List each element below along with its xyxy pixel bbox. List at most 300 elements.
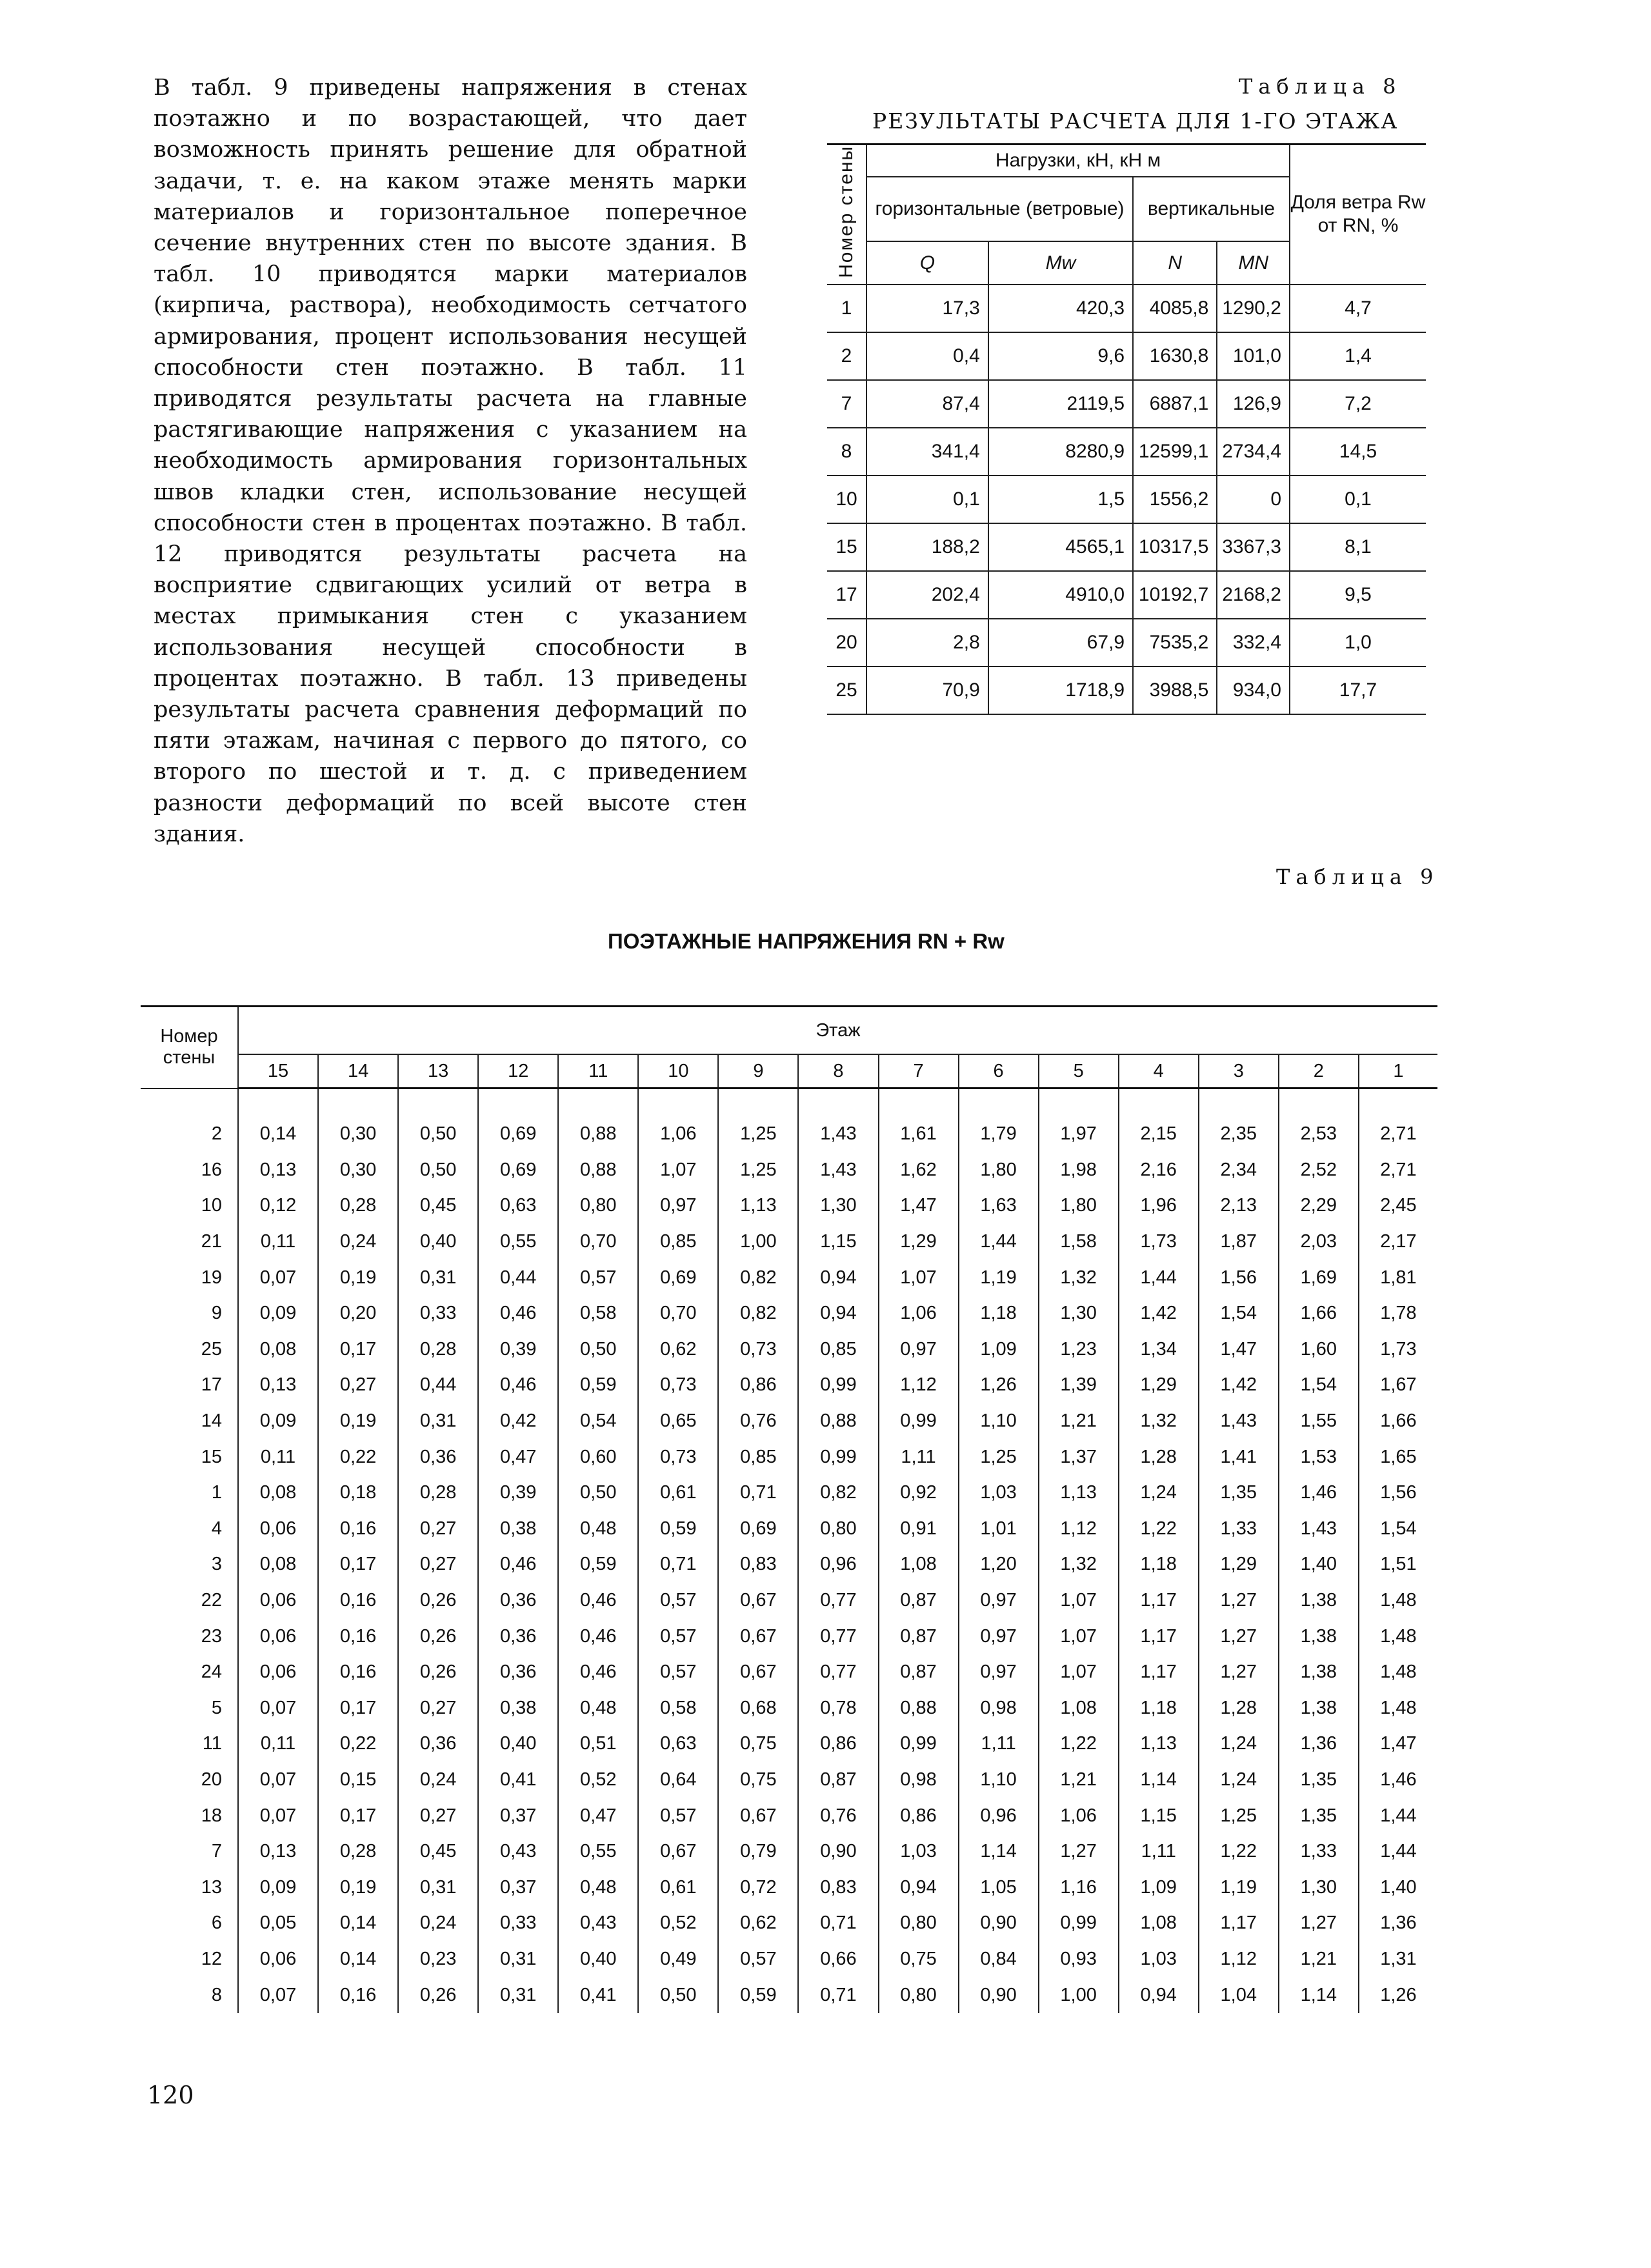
table9-cell: 1,17 [1199,1905,1279,1942]
table9-cell: 1,29 [1199,1547,1279,1583]
table9-cell: 0,94 [879,1869,959,1905]
table8-sub-mw: Mw [988,241,1133,284]
table9-cell: 1,30 [1279,1869,1359,1905]
table9-cell: 1,63 [959,1188,1039,1224]
table9-cell: 0,73 [638,1439,718,1475]
table9-cell: 0,17 [318,1691,398,1727]
table9-cell: 1,44 [1359,1798,1437,1834]
table9-floor-header: 6 [959,1054,1039,1089]
table9-floor-header: 11 [558,1054,638,1089]
table9-row [141,1511,1437,1547]
table9-cell: 0,54 [558,1403,638,1440]
table9-row [141,1869,1437,1905]
table9-cell: 0,86 [718,1367,798,1403]
table9-cell: 0,28 [318,1188,398,1224]
table9-cell: 0,82 [798,1475,878,1511]
table9-wall-number: 7 [211,1841,222,1862]
table9-floor-header: 10 [638,1054,718,1089]
table9-cell: 1,46 [1279,1475,1359,1511]
table9-cell: 0,18 [318,1475,398,1511]
table9-cell: 0,09 [238,1296,318,1332]
table9-cell: 0,66 [798,1942,878,1978]
table9-cell: 0,16 [318,1977,398,2013]
table9-row [141,1259,1437,1296]
table9-row [141,1224,1437,1260]
table9-cell: 0,87 [798,1762,878,1798]
table9-cell: 0,39 [478,1332,558,1368]
table9-cell: 1,79 [959,1089,1039,1152]
table9-cell: 1,55 [1279,1403,1359,1440]
table9-cell: 1,44 [1359,1834,1437,1870]
table9-cell: 0,07 [238,1691,318,1727]
table8-cell: 67,9 [988,619,1133,667]
table9-cell: 1,36 [1279,1726,1359,1762]
table9-cell: 1,96 [1119,1188,1199,1224]
table8-row [827,285,1426,332]
table9-floor-header: 14 [318,1054,398,1089]
table9-cell: 1,27 [1199,1618,1279,1654]
table9-cell: 0,31 [478,1942,558,1978]
table9-wall-number: 4 [211,1518,222,1539]
table9-cell: 1,69 [1279,1259,1359,1296]
table9-cell: 0,44 [398,1367,478,1403]
table9-cell: 0,28 [398,1332,478,1368]
table8-cell: 1,4 [1290,332,1426,380]
table9-cell: 1,73 [1119,1224,1199,1260]
table9-cell: 1,22 [1199,1834,1279,1870]
table9-cell: 1,43 [798,1089,878,1152]
table8-col-share: Доля ветра Rw от RN, % [1290,145,1426,285]
table9-cell: 1,67 [1359,1367,1437,1403]
table9-cell: 0,86 [798,1726,878,1762]
table9-cell: 0,09 [238,1869,318,1905]
table9-cell: 0,57 [638,1618,718,1654]
table9-cell: 0,33 [478,1905,558,1942]
table9-cell: 0,90 [798,1834,878,1870]
table9-cell: 0,38 [478,1511,558,1547]
table9-cell: 0,19 [318,1403,398,1440]
table9-floor-header: 12 [478,1054,558,1089]
table9-cell: 0,07 [238,1798,318,1834]
table9-cell: 1,12 [1039,1511,1119,1547]
table9-cell: 1,11 [1119,1834,1199,1870]
table9-cell: 0,58 [638,1691,718,1727]
table8-cell: 2734,4 [1217,428,1290,476]
table8-cell: 2,8 [866,619,988,667]
table9-cell: 1,36 [1359,1905,1437,1942]
table9-cell: 0,39 [478,1475,558,1511]
table9-cell: 1,56 [1199,1259,1279,1296]
table9-cell: 0,80 [798,1511,878,1547]
table9-row [141,1977,1437,2013]
table9-floor-header: 1 [1359,1054,1437,1089]
table9-cell: 0,73 [718,1332,798,1368]
table8-cell: 6887,1 [1133,380,1217,428]
table9-cell: 0,87 [879,1654,959,1691]
table9-cell: 1,62 [879,1152,959,1189]
table9-cell: 1,19 [959,1259,1039,1296]
table9-cell: 0,07 [238,1977,318,2013]
table9-cell: 1,48 [1359,1583,1437,1619]
table9-cell: 0,08 [238,1547,318,1583]
table8-wall-number: 15 [827,523,866,571]
table9-col-floor: Этаж [238,1007,1437,1055]
table9-wall-number: 24 [201,1661,222,1683]
table9-cell: 0,87 [879,1618,959,1654]
table9-row [141,1798,1437,1834]
table9-cell: 2,15 [1119,1089,1199,1152]
table9-cell: 1,65 [1359,1439,1437,1475]
table9-cell: 0,14 [238,1089,318,1152]
table9-cell: 1,27 [1039,1834,1119,1870]
table9-wall-number: 11 [202,1733,222,1754]
table8-cell: 1556,2 [1133,476,1217,523]
table8-cell: 1630,8 [1133,332,1217,380]
table9-cell: 0,76 [798,1798,878,1834]
table9-cell: 0,08 [238,1475,318,1511]
table9-cell: 1,54 [1199,1296,1279,1332]
table9-cell: 0,61 [638,1869,718,1905]
table8-cell: 0,1 [866,476,988,523]
table9-cell: 1,07 [1039,1618,1119,1654]
table9-cell: 0,22 [318,1726,398,1762]
table9-row [141,1089,1437,1152]
table8-cell: 0,1 [1290,476,1426,523]
table9-cell: 1,12 [879,1367,959,1403]
table9-cell: 1,07 [879,1259,959,1296]
table9-cell: 0,17 [318,1547,398,1583]
table9-cell: 1,40 [1279,1547,1359,1583]
table9-cell: 0,94 [798,1296,878,1332]
table9-cell: 0,09 [238,1403,318,1440]
table9-cell: 0,82 [718,1296,798,1332]
table9-wall-number: 22 [201,1590,222,1611]
table9-cell: 1,26 [1359,1977,1437,2013]
table9-cell: 1,13 [718,1188,798,1224]
table8-cell: 332,4 [1217,619,1290,667]
table9-cell: 1,25 [959,1439,1039,1475]
table8-cell: 420,3 [988,285,1133,332]
table9-cell: 1,10 [959,1403,1039,1440]
table9-cell: 2,17 [1359,1224,1437,1260]
table9-cell: 0,13 [238,1367,318,1403]
table9-wall-number: 17 [201,1374,222,1396]
table9-wall-number: 9 [211,1303,222,1324]
table9-cell: 1,26 [959,1367,1039,1403]
table9-cell: 1,80 [1039,1188,1119,1224]
table8-wall-number: 17 [827,571,866,619]
table9-cell: 0,85 [798,1332,878,1368]
table9-floor-header: 13 [398,1054,478,1089]
table9-cell: 0,97 [638,1188,718,1224]
table9-cell: 0,77 [798,1618,878,1654]
table9-floor-header: 7 [879,1054,959,1089]
table9-cell: 0,27 [398,1691,478,1727]
table9-cell: 1,27 [1279,1905,1359,1942]
table9-cell: 0,16 [318,1583,398,1619]
table9-cell: 0,26 [398,1654,478,1691]
table9-row [141,1403,1437,1440]
table9-cell: 1,08 [1039,1691,1119,1727]
table9-cell: 1,23 [1039,1332,1119,1368]
table9-cell: 0,96 [959,1798,1039,1834]
table8-cell: 4,7 [1290,285,1426,332]
table9-wall-number: 13 [201,1876,222,1898]
table8-cell: 3367,3 [1217,523,1290,571]
table9-cell: 1,00 [1039,1977,1119,2013]
table9-row [141,1296,1437,1332]
table9-caption: Таблица 9 [1276,865,1439,889]
table9-wall-number: 14 [201,1410,222,1432]
table9-floor-header: 3 [1199,1054,1279,1089]
table9-cell: 1,11 [879,1439,959,1475]
table9-cell: 1,04 [1199,1977,1279,2013]
table9-cell: 0,24 [318,1224,398,1260]
table9-cell: 0,17 [318,1332,398,1368]
table9-cell: 0,36 [478,1618,558,1654]
table9-cell: 0,80 [879,1905,959,1942]
table9-cell: 1,61 [879,1089,959,1152]
table9-cell: 1,33 [1279,1834,1359,1870]
table9-cell: 1,47 [1359,1726,1437,1762]
table9-cell: 0,94 [798,1259,878,1296]
table9-cell: 1,12 [1199,1942,1279,1978]
table9-row [141,1367,1437,1403]
table9-row [141,1332,1437,1368]
table9-row [141,1439,1437,1475]
table9-cell: 0,82 [718,1259,798,1296]
table9-cell: 1,09 [1119,1869,1199,1905]
table9-cell: 1,54 [1359,1511,1437,1547]
table9-cell: 0,48 [558,1869,638,1905]
table9-cell: 0,98 [879,1762,959,1798]
table9-cell: 0,87 [879,1583,959,1619]
table8-col-loads: Нагрузки, кН, кН м [866,145,1290,177]
table9-cell: 0,30 [318,1089,398,1152]
table9-cell: 1,51 [1359,1547,1437,1583]
table8-row [827,332,1426,380]
table9-cell: 0,14 [318,1942,398,1978]
table9-cell: 1,81 [1359,1259,1437,1296]
table9-wall-number: 21 [201,1231,222,1252]
table9-cell: 0,05 [238,1905,318,1942]
table9-row [141,1654,1437,1691]
table8-row [827,380,1426,428]
table9-row [141,1691,1437,1727]
table9-cell: 2,71 [1359,1089,1437,1152]
table9-cell: 1,07 [1039,1654,1119,1691]
table9-cell: 0,60 [558,1439,638,1475]
table9-cell: 0,19 [318,1259,398,1296]
table9-cell: 0,61 [638,1475,718,1511]
intro-paragraph: В табл. 9 приведены напряжения в стенах поэтажно и по возрастающей, что дает возможность принять решение для обратной задачи, т. е. на каком этаже менять марки материалов и горизонтальное поперечное сечение внутренних стен по высоте здания. В табл. 10 приводятся марки материалов (кирпича, раствора), необходимость сетчатого армирования, процент использования несущей способности стен поэтажно. В табл. 11 приводятся результаты расчета на главные растягивающие напряжения с указанием на необходимость армирования горизонтальных швов кладки стен, использование несущей способности стен в процентах поэтажно. В табл. 12 приводятся результаты расчета на восприятие сдвигающих усилий от ветра в местах примыкания стен с указанием использования несущей способности в процентах поэтажно. В табл. 13 приведены результаты расчета сравнения деформаций по пяти этажам, начиная с первого до пятого, со второго по шестой и т. д. с приведением разности деформаций по всей высоте стен здания. [154,75,747,847]
table9-floor-header: 8 [798,1054,878,1089]
table8-title: РЕЗУЛЬТАТЫ РАСЧЕТА ДЛЯ 1-ГО ЭТАЖА [872,108,1399,134]
table8-row [827,571,1426,619]
table9-cell: 1,24 [1119,1475,1199,1511]
table9-cell: 1,17 [1119,1583,1199,1619]
table9-cell: 0,90 [959,1977,1039,2013]
table9-row [141,1726,1437,1762]
table9-title: ПОЭТАЖНЫЕ НАПРЯЖЕНИЯ RN + Rw [608,929,1005,953]
table9-cell: 1,16 [1039,1869,1119,1905]
table9-cell: 0,52 [558,1762,638,1798]
table9-cell: 0,06 [238,1654,318,1691]
table9-wall-number: 3 [211,1554,222,1575]
table9-cell: 0,96 [798,1547,878,1583]
table9-cell: 0,13 [238,1152,318,1189]
table9-cell: 0,57 [558,1259,638,1296]
page-number: 120 [147,2081,194,2109]
table9-cell: 1,44 [959,1224,1039,1260]
table9-cell: 1,28 [1199,1691,1279,1727]
table9-wall-number: 5 [211,1697,222,1718]
table9-cell: 0,16 [318,1654,398,1691]
table9-cell: 1,80 [959,1152,1039,1189]
table9-cell: 0,71 [798,1977,878,2013]
table8-cell: 10317,5 [1133,523,1217,571]
table9-cell: 0,71 [638,1547,718,1583]
table9-cell: 1,35 [1199,1475,1279,1511]
table9-cell: 0,91 [879,1511,959,1547]
table9-row [141,1583,1437,1619]
table8-row [827,667,1426,714]
table9-cell: 0,67 [638,1834,718,1870]
table9-cell: 1,27 [1199,1654,1279,1691]
table9-cell: 1,47 [879,1188,959,1224]
table9-cell: 0,72 [718,1869,798,1905]
table9-cell: 1,13 [1039,1475,1119,1511]
table9-cell: 0,59 [718,1977,798,2013]
table9-cell: 1,18 [959,1296,1039,1332]
table9-cell: 1,29 [1119,1367,1199,1403]
table9-cell: 1,30 [1039,1296,1119,1332]
table9-cell: 0,46 [558,1618,638,1654]
table9-cell: 0,55 [558,1834,638,1870]
table9-cell: 1,06 [879,1296,959,1332]
table9-cell: 0,22 [318,1439,398,1475]
table9-cell: 0,59 [638,1511,718,1547]
table9-cell: 0,26 [398,1618,478,1654]
table9-cell: 0,88 [879,1691,959,1727]
table9-cell: 0,36 [478,1654,558,1691]
table9-cell: 1,07 [1039,1583,1119,1619]
table8-cell: 7,2 [1290,380,1426,428]
table9-cell: 0,43 [478,1834,558,1870]
table8-col-wall: Номер стены [827,145,866,285]
table9-cell: 0,83 [798,1869,878,1905]
table9-cell: 1,09 [959,1332,1039,1368]
table9-cell: 0,40 [558,1942,638,1978]
table9 [141,1005,1437,2013]
table9-cell: 0,99 [879,1403,959,1440]
table9-cell: 0,67 [718,1618,798,1654]
table9-cell: 0,67 [718,1654,798,1691]
table9-cell: 1,46 [1359,1762,1437,1798]
table9-cell: 0,50 [638,1977,718,2013]
table9-cell: 1,01 [959,1511,1039,1547]
table9-cell: 0,46 [558,1583,638,1619]
table9-cell: 1,14 [959,1834,1039,1870]
table9-cell: 1,42 [1199,1367,1279,1403]
table9-cell: 0,69 [478,1089,558,1152]
table8-cell: 10192,7 [1133,571,1217,619]
table9-cell: 1,08 [1119,1905,1199,1942]
table9-cell: 0,57 [638,1583,718,1619]
table8-cell: 126,9 [1217,380,1290,428]
table8-cell: 4085,8 [1133,285,1217,332]
table9-cell: 2,45 [1359,1188,1437,1224]
table9-cell: 0,27 [398,1511,478,1547]
table9-wall-number: 25 [201,1338,222,1360]
table9-cell: 0,46 [478,1367,558,1403]
table8-cell: 3988,5 [1133,667,1217,714]
table9-cell: 0,62 [718,1905,798,1942]
table9-cell: 1,53 [1279,1439,1359,1475]
table9-cell: 0,36 [478,1583,558,1619]
table8-wall-number: 1 [827,285,866,332]
table9-cell: 1,14 [1119,1762,1199,1798]
table8-cell: 8280,9 [988,428,1133,476]
table9-cell: 0,94 [1119,1977,1199,2013]
table9-cell: 1,73 [1359,1332,1437,1368]
table9-cell: 1,32 [1119,1403,1199,1440]
table9-cell: 1,39 [1039,1367,1119,1403]
table8-cell: 1,5 [988,476,1133,523]
table9-cell: 0,45 [398,1188,478,1224]
table8-sub-q: Q [866,241,988,284]
table9-cell: 1,87 [1199,1224,1279,1260]
table8-row [827,523,1426,571]
table9-cell: 1,29 [879,1224,959,1260]
table9-cell: 1,66 [1359,1403,1437,1440]
table8-cell: 2119,5 [988,380,1133,428]
table9-cell: 0,36 [398,1439,478,1475]
table9-cell: 0,59 [558,1547,638,1583]
table9-cell: 1,00 [718,1224,798,1260]
table9-cell: 0,31 [398,1259,478,1296]
table9-cell: 0,71 [798,1905,878,1942]
table9-cell: 1,78 [1359,1296,1437,1332]
table8-cell: 1718,9 [988,667,1133,714]
table9-cell: 0,26 [398,1583,478,1619]
table8-cell: 12599,1 [1133,428,1217,476]
table9-cell: 0,42 [478,1403,558,1440]
table9-cell: 0,97 [959,1583,1039,1619]
table9-cell: 0,38 [478,1691,558,1727]
table9-cell: 0,12 [238,1188,318,1224]
table8-cell: 9,5 [1290,571,1426,619]
table9-cell: 1,15 [798,1224,878,1260]
table9-wall-number: 20 [201,1769,222,1790]
table9-cell: 1,22 [1119,1511,1199,1547]
table9-cell: 0,97 [959,1654,1039,1691]
table9-cell: 0,70 [638,1296,718,1332]
table8-wall-number: 8 [827,428,866,476]
table9-cell: 0,27 [398,1798,478,1834]
table9-cell: 1,43 [798,1152,878,1189]
table9-cell: 1,48 [1359,1618,1437,1654]
table9-cell: 0,33 [398,1296,478,1332]
table8-cell: 202,4 [866,571,988,619]
table9-cell: 0,06 [238,1942,318,1978]
table9-cell: 0,64 [638,1762,718,1798]
table9-cell: 0,50 [558,1332,638,1368]
table9-cell: 0,31 [478,1977,558,2013]
table9-cell: 0,11 [238,1439,318,1475]
table9-cell: 1,18 [1119,1547,1199,1583]
table9-floor-header: 2 [1279,1054,1359,1089]
